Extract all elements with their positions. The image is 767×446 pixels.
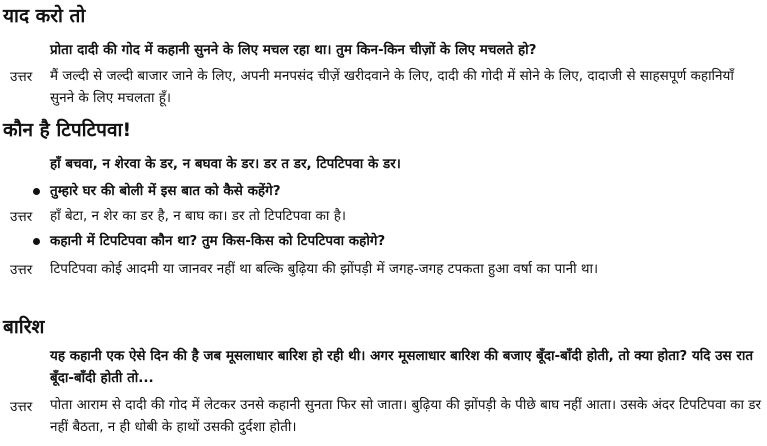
section-heading-baarish: बारिश (3, 316, 45, 338)
answer-text: टिपटिपवा कोई आदमी या जानवर नहीं था बल्कि बुढ़िया की झोंपड़ी में जगह-जगह टपकता हुआ वर्षा का पानी था। (50, 261, 599, 277)
bullet-icon (33, 238, 40, 245)
quote-text: हाँ बचवा, न शेरवा के डर, न बघवा के डर। डर त डर, टिपटिपवा के डर। (50, 156, 401, 172)
answer-text: पोता आराम से दादी की गोद में लेटकर उनसे कहानी सुनता फिर सो जाता। बुढ़िया की झोंपड़ी के पीछे बाघ नहीं आता। उसके अंदर टिपटिपवा का डर नहीं बैठता, न ही धोबी के हाथों उसकी दुर्दशा होती। (50, 397, 762, 435)
question-text: तुम्हारे घर की बोली में इस बात को कैसे कहेंगे? (50, 183, 281, 199)
answer-text: हाँ बेटा, न शेर का डर है, न बाघ का। डर तो टिपटिपवा का है। (50, 208, 346, 224)
bullet-icon (33, 188, 40, 195)
answer-text: मैं जल्दी से जल्दी बाजार जाने के लिए, अपनी मनपसंद चीज़ें खरीदवाने के लिए, दादी की गोदी में सोने के लिए, दादाजी से साहसपूर्ण कहानियाँ सुनने के लिए मचलता हूँ। (50, 68, 734, 106)
answer-label: उत्तर (10, 209, 33, 225)
answer-label: उत्तर (10, 399, 33, 415)
answer-label: उत्तर (10, 69, 33, 85)
answer-label: उत्तर (10, 262, 33, 278)
question-text: कहानी में टिपटिपवा कौन था? तुम किस-किस को टिपटिपवा कहोगे? (50, 233, 386, 249)
question-text: प्रोता दादी की गोद में कहानी सुनने के लिए मचल रहा था। तुम किन-किन चीज़ों के लिए मचलते हो? (50, 42, 537, 58)
question-text: यह कहानी एक ऐसे दिन की है जब मूसलाधार बारिश हो रही थी। अगर मूसलाधार बारिश की बजाए बूँदा-बाँदी होती, तो क्या होता? यदि उस रात बूँदा-बाँदी होती तो... (50, 348, 754, 386)
section-heading-kaun-hai-tiptipva: कौन है टिपटिपवा! (3, 119, 132, 141)
section-heading-yaad-karo-to: याद करो तो (3, 5, 86, 27)
